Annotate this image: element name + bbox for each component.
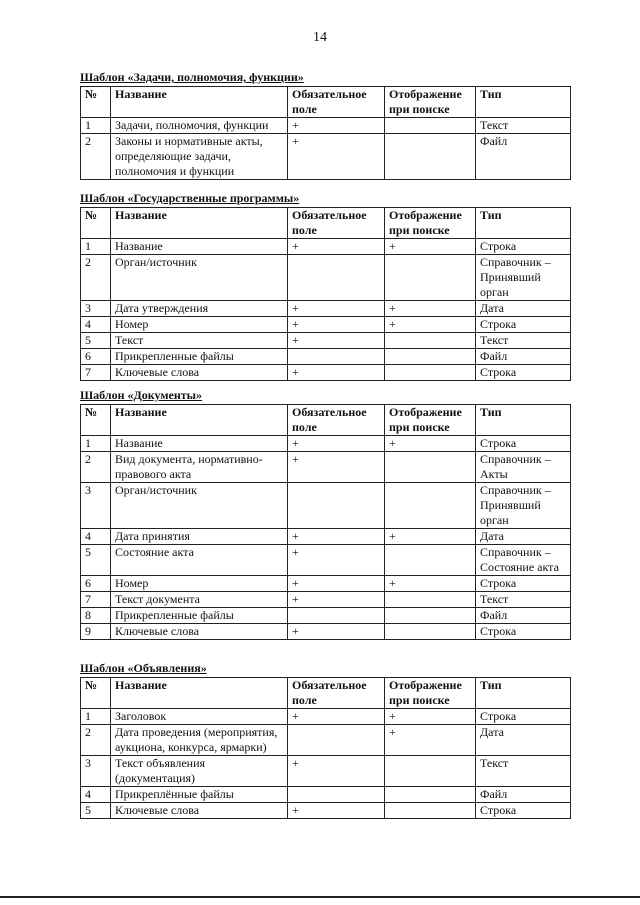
header-display: Отображение при поиске [385, 678, 476, 709]
section-title: Шаблон «Документы» [80, 388, 203, 402]
table-header-row [81, 87, 571, 118]
cell-required: + [288, 333, 385, 349]
cell-type: Строка [476, 624, 571, 640]
section-title: Шаблон «Государственные программы» [80, 191, 300, 205]
cell-name: Название [111, 436, 288, 452]
cell-name: Орган/источник [111, 483, 288, 529]
section-title: Шаблон «Задачи, полномочия, функции» [80, 70, 304, 84]
cell-num: 1 [81, 239, 111, 255]
cell-display: + [385, 529, 476, 545]
cell-display [385, 803, 476, 819]
cell-name: Прикреплённые файлы [111, 787, 288, 803]
table-row [81, 725, 571, 756]
cell-required [288, 725, 385, 756]
table-row [81, 592, 571, 608]
cell-name: Дата утверждения [111, 301, 288, 317]
table-row [81, 349, 571, 365]
cell-type: Файл [476, 134, 571, 180]
cell-name: Законы и нормативные акты, определяющие задачи, полномочия и функции [111, 134, 288, 180]
cell-name: Вид документа, нормативно-правового акта [111, 452, 288, 483]
cell-display: + [385, 576, 476, 592]
cell-num: 4 [81, 317, 111, 333]
table-header-row [81, 208, 571, 239]
cell-name: Текст [111, 333, 288, 349]
header-type: Тип [476, 405, 571, 436]
cell-required: + [288, 452, 385, 483]
table-row [81, 317, 571, 333]
cell-name: Номер [111, 317, 288, 333]
cell-name: Прикрепленные файлы [111, 608, 288, 624]
header-display: Отображение при поиске [385, 405, 476, 436]
cell-display [385, 545, 476, 576]
cell-display: + [385, 317, 476, 333]
cell-num: 2 [81, 134, 111, 180]
cell-required [288, 787, 385, 803]
cell-required: + [288, 317, 385, 333]
cell-type: Строка [476, 576, 571, 592]
cell-display: + [385, 239, 476, 255]
table-header-row [81, 678, 571, 709]
cell-required: + [288, 803, 385, 819]
cell-type: Строка [476, 709, 571, 725]
cell-display: + [385, 725, 476, 756]
cell-display [385, 118, 476, 134]
template-table-tasks-functions [80, 86, 571, 180]
cell-required: + [288, 529, 385, 545]
template-table-announcements [80, 677, 571, 819]
header-required: Обязательное поле [288, 678, 385, 709]
table-row [81, 333, 571, 349]
cell-num: 6 [81, 576, 111, 592]
cell-num: 3 [81, 301, 111, 317]
header-type: Тип [476, 208, 571, 239]
header-display: Отображение при поиске [385, 87, 476, 118]
cell-type: Текст [476, 592, 571, 608]
cell-name: Задачи, полномочия, функции [111, 118, 288, 134]
cell-type: Дата [476, 725, 571, 756]
table-row [81, 134, 571, 180]
cell-display [385, 134, 476, 180]
cell-name: Ключевые слова [111, 624, 288, 640]
cell-num: 4 [81, 529, 111, 545]
header-name: Название [111, 87, 288, 118]
table-row [81, 624, 571, 640]
section-documents [80, 388, 570, 640]
cell-type: Текст [476, 756, 571, 787]
cell-num: 1 [81, 436, 111, 452]
table-row [81, 483, 571, 529]
section-tasks-functions [80, 70, 570, 180]
cell-required: + [288, 756, 385, 787]
cell-type: Текст [476, 118, 571, 134]
table-row [81, 803, 571, 819]
cell-name: Дата проведения (мероприятия, аукциона, конкурса, ярмарки) [111, 725, 288, 756]
section-state-programs [80, 191, 570, 381]
header-name: Название [111, 405, 288, 436]
table-row [81, 118, 571, 134]
table-row [81, 452, 571, 483]
cell-display [385, 608, 476, 624]
table-row [81, 787, 571, 803]
cell-required [288, 483, 385, 529]
cell-display [385, 333, 476, 349]
cell-display: + [385, 301, 476, 317]
page-number: 14 [313, 30, 327, 45]
table-header-row [81, 405, 571, 436]
cell-display [385, 255, 476, 301]
table-row [81, 239, 571, 255]
cell-required: + [288, 624, 385, 640]
header-num: № [81, 678, 111, 709]
cell-name: Номер [111, 576, 288, 592]
table-row [81, 756, 571, 787]
table-row [81, 576, 571, 592]
cell-type: Текст [476, 333, 571, 349]
cell-num: 1 [81, 709, 111, 725]
cell-display: + [385, 709, 476, 725]
cell-name: Дата принятия [111, 529, 288, 545]
cell-type: Файл [476, 608, 571, 624]
cell-name: Орган/источник [111, 255, 288, 301]
cell-display [385, 349, 476, 365]
table-row [81, 301, 571, 317]
cell-type: Дата [476, 529, 571, 545]
cell-required: + [288, 436, 385, 452]
header-required: Обязательное поле [288, 87, 385, 118]
cell-display [385, 787, 476, 803]
header-num: № [81, 405, 111, 436]
section-announcements [80, 661, 570, 819]
cell-type: Справочник – Акты [476, 452, 571, 483]
cell-required [288, 608, 385, 624]
cell-num: 2 [81, 255, 111, 301]
cell-num: 4 [81, 787, 111, 803]
cell-num: 5 [81, 545, 111, 576]
table-row [81, 709, 571, 725]
cell-num: 5 [81, 803, 111, 819]
cell-required [288, 255, 385, 301]
cell-type: Строка [476, 365, 571, 381]
cell-num: 7 [81, 365, 111, 381]
cell-type: Строка [476, 239, 571, 255]
cell-display [385, 624, 476, 640]
cell-num: 9 [81, 624, 111, 640]
cell-num: 3 [81, 756, 111, 787]
cell-name: Ключевые слова [111, 365, 288, 381]
cell-name: Текст документа [111, 592, 288, 608]
table-row [81, 608, 571, 624]
cell-display [385, 756, 476, 787]
cell-type: Справочник – Состояние акта [476, 545, 571, 576]
cell-required: + [288, 118, 385, 134]
cell-type: Строка [476, 436, 571, 452]
cell-display [385, 592, 476, 608]
template-table-documents [80, 404, 571, 640]
cell-required: + [288, 365, 385, 381]
header-num: № [81, 208, 111, 239]
header-name: Название [111, 208, 288, 239]
cell-required: + [288, 239, 385, 255]
cell-type: Файл [476, 787, 571, 803]
bottom-rule [0, 896, 640, 898]
cell-num: 3 [81, 483, 111, 529]
cell-name: Ключевые слова [111, 803, 288, 819]
section-title: Шаблон «Объявления» [80, 661, 207, 675]
cell-name: Заголовок [111, 709, 288, 725]
cell-required: + [288, 576, 385, 592]
cell-num: 2 [81, 452, 111, 483]
header-type: Тип [476, 87, 571, 118]
cell-name: Название [111, 239, 288, 255]
table-row [81, 255, 571, 301]
cell-type: Дата [476, 301, 571, 317]
cell-type: Справочник – Принявший орган [476, 255, 571, 301]
cell-num: 1 [81, 118, 111, 134]
cell-name: Состояние акта [111, 545, 288, 576]
header-display: Отображение при поиске [385, 208, 476, 239]
cell-name: Прикрепленные файлы [111, 349, 288, 365]
table-row [81, 365, 571, 381]
cell-type: Файл [476, 349, 571, 365]
cell-name: Текст объявления (документация) [111, 756, 288, 787]
table-row [81, 436, 571, 452]
template-table-state-programs [80, 207, 571, 381]
header-type: Тип [476, 678, 571, 709]
cell-type: Справочник – Принявший орган [476, 483, 571, 529]
cell-num: 8 [81, 608, 111, 624]
cell-num: 5 [81, 333, 111, 349]
cell-num: 7 [81, 592, 111, 608]
cell-num: 6 [81, 349, 111, 365]
table-row [81, 529, 571, 545]
cell-required [288, 349, 385, 365]
header-num: № [81, 87, 111, 118]
cell-display: + [385, 436, 476, 452]
cell-required: + [288, 134, 385, 180]
cell-required: + [288, 301, 385, 317]
header-name: Название [111, 678, 288, 709]
cell-display [385, 483, 476, 529]
cell-required: + [288, 709, 385, 725]
cell-required: + [288, 592, 385, 608]
header-required: Обязательное поле [288, 208, 385, 239]
cell-num: 2 [81, 725, 111, 756]
cell-required: + [288, 545, 385, 576]
cell-display [385, 452, 476, 483]
cell-type: Строка [476, 803, 571, 819]
cell-type: Строка [476, 317, 571, 333]
cell-display [385, 365, 476, 381]
header-required: Обязательное поле [288, 405, 385, 436]
table-row [81, 545, 571, 576]
